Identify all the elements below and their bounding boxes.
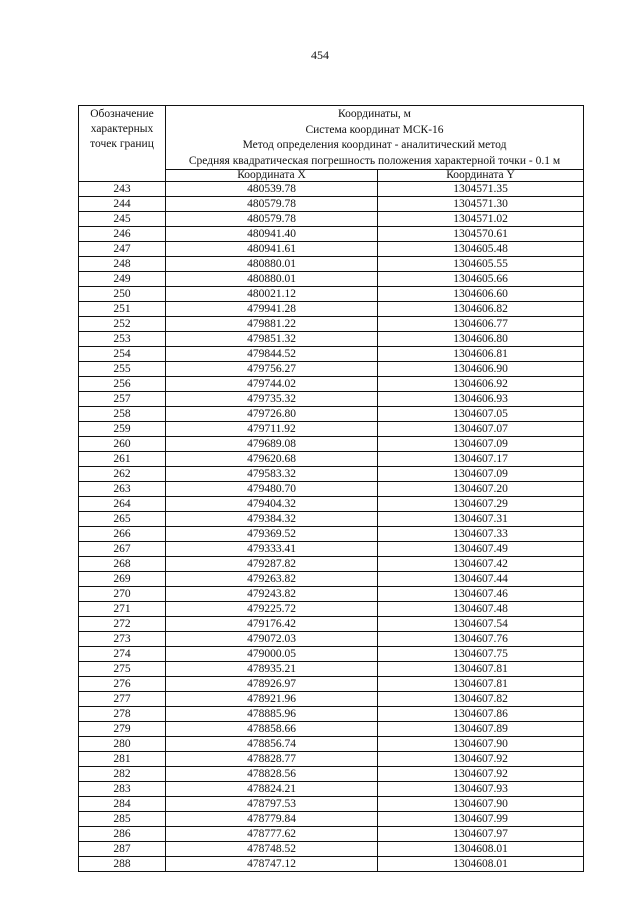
- coord-x: 478779.84: [166, 812, 378, 827]
- coord-x: 478935.21: [166, 662, 378, 677]
- point-id: 273: [79, 632, 166, 647]
- header-coordinates: [166, 106, 584, 170]
- coord-y: 1304607.93: [378, 782, 584, 797]
- point-id: 251: [79, 302, 166, 317]
- header-title-line: Координаты, м: [338, 108, 411, 120]
- table-row: [79, 332, 584, 347]
- point-id: 257: [79, 392, 166, 407]
- table-row: [79, 257, 584, 272]
- point-id: 249: [79, 272, 166, 287]
- point-id: 254: [79, 347, 166, 362]
- table-row: [79, 407, 584, 422]
- table-row: [79, 692, 584, 707]
- point-id: 244: [79, 197, 166, 212]
- table-row: [79, 572, 584, 587]
- coord-y: 1304607.81: [378, 677, 584, 692]
- coord-x: 479726.80: [166, 407, 378, 422]
- point-id: 276: [79, 677, 166, 692]
- header-title-line: Система координат МСК-16: [305, 123, 444, 136]
- table-row: [79, 632, 584, 647]
- point-id: 245: [79, 212, 166, 227]
- coord-y: 1304571.02: [378, 212, 584, 227]
- point-id: 267: [79, 542, 166, 557]
- coord-y: 1304607.05: [378, 407, 584, 422]
- coord-x: 478824.21: [166, 782, 378, 797]
- coord-y: 1304571.30: [378, 197, 584, 212]
- table-row: [79, 752, 584, 767]
- coord-y: 1304606.81: [378, 347, 584, 362]
- point-id: 261: [79, 452, 166, 467]
- table-row: [79, 437, 584, 452]
- table-row: [79, 782, 584, 797]
- coordinates-table: [78, 105, 584, 872]
- coord-y: 1304607.76: [378, 632, 584, 647]
- table-row: [79, 767, 584, 782]
- coord-y: 1304607.29: [378, 497, 584, 512]
- coord-x: 478921.96: [166, 692, 378, 707]
- point-id: 281: [79, 752, 166, 767]
- coord-x: 479844.52: [166, 347, 378, 362]
- coord-x: 480021.12: [166, 287, 378, 302]
- table-row: [79, 377, 584, 392]
- header-designation: Обозначение характерных точек границ: [79, 106, 166, 182]
- coord-y: 1304607.92: [378, 767, 584, 782]
- coord-y: 1304607.89: [378, 722, 584, 737]
- coord-x: 479404.32: [166, 497, 378, 512]
- point-id: 272: [79, 617, 166, 632]
- coord-x: 480579.78: [166, 197, 378, 212]
- coord-x: 479711.92: [166, 422, 378, 437]
- point-id: 284: [79, 797, 166, 812]
- coord-y: 1304571.35: [378, 182, 584, 197]
- table-row: [79, 362, 584, 377]
- coord-y: 1304607.44: [378, 572, 584, 587]
- table-row: [79, 857, 584, 872]
- table-row: [79, 587, 584, 602]
- coord-x: 478885.96: [166, 707, 378, 722]
- coord-y: 1304608.01: [378, 842, 584, 857]
- point-id: 255: [79, 362, 166, 377]
- point-id: 269: [79, 572, 166, 587]
- point-id: 258: [79, 407, 166, 422]
- coord-y: 1304606.93: [378, 392, 584, 407]
- table-row: [79, 737, 584, 752]
- coord-x: 479735.32: [166, 392, 378, 407]
- point-id: 247: [79, 242, 166, 257]
- coord-y: 1304605.55: [378, 257, 584, 272]
- coord-x: 479689.08: [166, 437, 378, 452]
- table-row: [79, 512, 584, 527]
- table-row: [79, 842, 584, 857]
- point-id: 246: [79, 227, 166, 242]
- point-id: 287: [79, 842, 166, 857]
- coord-y: 1304606.92: [378, 377, 584, 392]
- point-id: 279: [79, 722, 166, 737]
- coord-x: 479384.32: [166, 512, 378, 527]
- coord-x: 478797.53: [166, 797, 378, 812]
- table-row: [79, 827, 584, 842]
- table-row: [79, 602, 584, 617]
- coord-x: 480539.78: [166, 182, 378, 197]
- header-title-line: Метод определения координат - аналитический метод: [242, 139, 507, 151]
- point-id: 260: [79, 437, 166, 452]
- table-row: [79, 497, 584, 512]
- table-row: [79, 707, 584, 722]
- coord-y: 1304607.20: [378, 482, 584, 497]
- table-row: [79, 482, 584, 497]
- table-row: [79, 542, 584, 557]
- point-id: 286: [79, 827, 166, 842]
- coord-x: 478777.62: [166, 827, 378, 842]
- table-row: [79, 302, 584, 317]
- coord-x: 478747.12: [166, 857, 378, 872]
- point-id: 259: [79, 422, 166, 437]
- page-number: 454: [311, 48, 329, 62]
- point-id: 253: [79, 332, 166, 347]
- table-header-row: [79, 106, 584, 170]
- coord-x: 480880.01: [166, 272, 378, 287]
- coord-y: 1304607.31: [378, 512, 584, 527]
- coord-y: 1304607.90: [378, 737, 584, 752]
- point-id: 280: [79, 737, 166, 752]
- coord-y: 1304607.49: [378, 542, 584, 557]
- coord-y: 1304607.81: [378, 662, 584, 677]
- point-id: 250: [79, 287, 166, 302]
- coord-y: 1304607.97: [378, 827, 584, 842]
- coord-y: 1304607.54: [378, 617, 584, 632]
- table-row: [79, 797, 584, 812]
- coord-x: 479881.22: [166, 317, 378, 332]
- point-id: 252: [79, 317, 166, 332]
- coord-x: 479072.03: [166, 632, 378, 647]
- coord-x: 479583.32: [166, 467, 378, 482]
- table-row: [79, 662, 584, 677]
- coord-y: 1304607.99: [378, 812, 584, 827]
- point-id: 271: [79, 602, 166, 617]
- coord-y: 1304607.17: [378, 452, 584, 467]
- table-row: [79, 527, 584, 542]
- point-id: 256: [79, 377, 166, 392]
- table-row: [79, 242, 584, 257]
- point-id: 282: [79, 767, 166, 782]
- coord-x: 479941.28: [166, 302, 378, 317]
- coord-x: 480880.01: [166, 257, 378, 272]
- coord-y: 1304606.77: [378, 317, 584, 332]
- point-id: 274: [79, 647, 166, 662]
- coord-x: 478748.52: [166, 842, 378, 857]
- table-row: [79, 647, 584, 662]
- coord-x: 480941.40: [166, 227, 378, 242]
- coord-y: 1304605.66: [378, 272, 584, 287]
- coord-x: 478828.77: [166, 752, 378, 767]
- table-row: [79, 287, 584, 302]
- table-row: [79, 197, 584, 212]
- point-id: 283: [79, 782, 166, 797]
- coord-y: 1304608.01: [378, 857, 584, 872]
- point-id: 248: [79, 257, 166, 272]
- coord-y: 1304607.90: [378, 797, 584, 812]
- coord-x: 479000.05: [166, 647, 378, 662]
- table-row: [79, 557, 584, 572]
- coord-y: 1304607.82: [378, 692, 584, 707]
- header-y: Координата Y: [378, 170, 584, 182]
- coord-x: 479480.70: [166, 482, 378, 497]
- coord-y: 1304607.33: [378, 527, 584, 542]
- coord-x: 479744.02: [166, 377, 378, 392]
- point-id: 265: [79, 512, 166, 527]
- coord-y: 1304607.92: [378, 752, 584, 767]
- coord-x: 479263.82: [166, 572, 378, 587]
- coord-y: 1304607.48: [378, 602, 584, 617]
- coord-y: 1304607.42: [378, 557, 584, 572]
- coord-y: 1304607.07: [378, 422, 584, 437]
- point-id: 268: [79, 557, 166, 572]
- table-row: [79, 347, 584, 362]
- coord-x: 479369.52: [166, 527, 378, 542]
- point-id: 288: [79, 857, 166, 872]
- table-row: [79, 812, 584, 827]
- point-id: 262: [79, 467, 166, 482]
- point-id: 277: [79, 692, 166, 707]
- table-row: [79, 722, 584, 737]
- coord-x: 479333.41: [166, 542, 378, 557]
- coord-x: 478926.97: [166, 677, 378, 692]
- table-row: [79, 422, 584, 437]
- coord-x: 480941.61: [166, 242, 378, 257]
- coord-y: 1304606.90: [378, 362, 584, 377]
- coord-x: 478828.56: [166, 767, 378, 782]
- coord-x: 479176.42: [166, 617, 378, 632]
- coord-x: 480579.78: [166, 212, 378, 227]
- coord-x: 479620.68: [166, 452, 378, 467]
- table-row: [79, 467, 584, 482]
- table-row: [79, 317, 584, 332]
- table-row: [79, 227, 584, 242]
- table-row: [79, 182, 584, 197]
- point-id: 266: [79, 527, 166, 542]
- point-id: 285: [79, 812, 166, 827]
- coord-x: 478858.66: [166, 722, 378, 737]
- coord-y: 1304605.48: [378, 242, 584, 257]
- coord-y: 1304607.46: [378, 587, 584, 602]
- coord-y: 1304607.86: [378, 707, 584, 722]
- point-id: 270: [79, 587, 166, 602]
- header-title-line: Средняя квадратическая погрешность положения характерной точки - 0.1 м: [188, 154, 561, 167]
- coord-x: 479243.82: [166, 587, 378, 602]
- point-id: 278: [79, 707, 166, 722]
- point-id: 275: [79, 662, 166, 677]
- point-id: 263: [79, 482, 166, 497]
- table-row: [79, 617, 584, 632]
- table-row: [79, 452, 584, 467]
- coord-y: 1304570.61: [378, 227, 584, 242]
- table-row: [79, 272, 584, 287]
- table-row: [79, 212, 584, 227]
- coord-y: 1304606.60: [378, 287, 584, 302]
- coord-x: 479225.72: [166, 602, 378, 617]
- table-row: [79, 392, 584, 407]
- point-id: 264: [79, 497, 166, 512]
- coord-y: 1304606.80: [378, 332, 584, 347]
- coord-y: 1304607.09: [378, 437, 584, 452]
- coord-x: 479851.32: [166, 332, 378, 347]
- point-id: 243: [79, 182, 166, 197]
- coord-y: 1304607.75: [378, 647, 584, 662]
- header-x: Координата X: [166, 170, 378, 182]
- coord-x: 479287.82: [166, 557, 378, 572]
- table-row: [79, 677, 584, 692]
- coord-y: 1304607.09: [378, 467, 584, 482]
- coord-x: 478856.74: [166, 737, 378, 752]
- coord-y: 1304606.82: [378, 302, 584, 317]
- coord-x: 479756.27: [166, 362, 378, 377]
